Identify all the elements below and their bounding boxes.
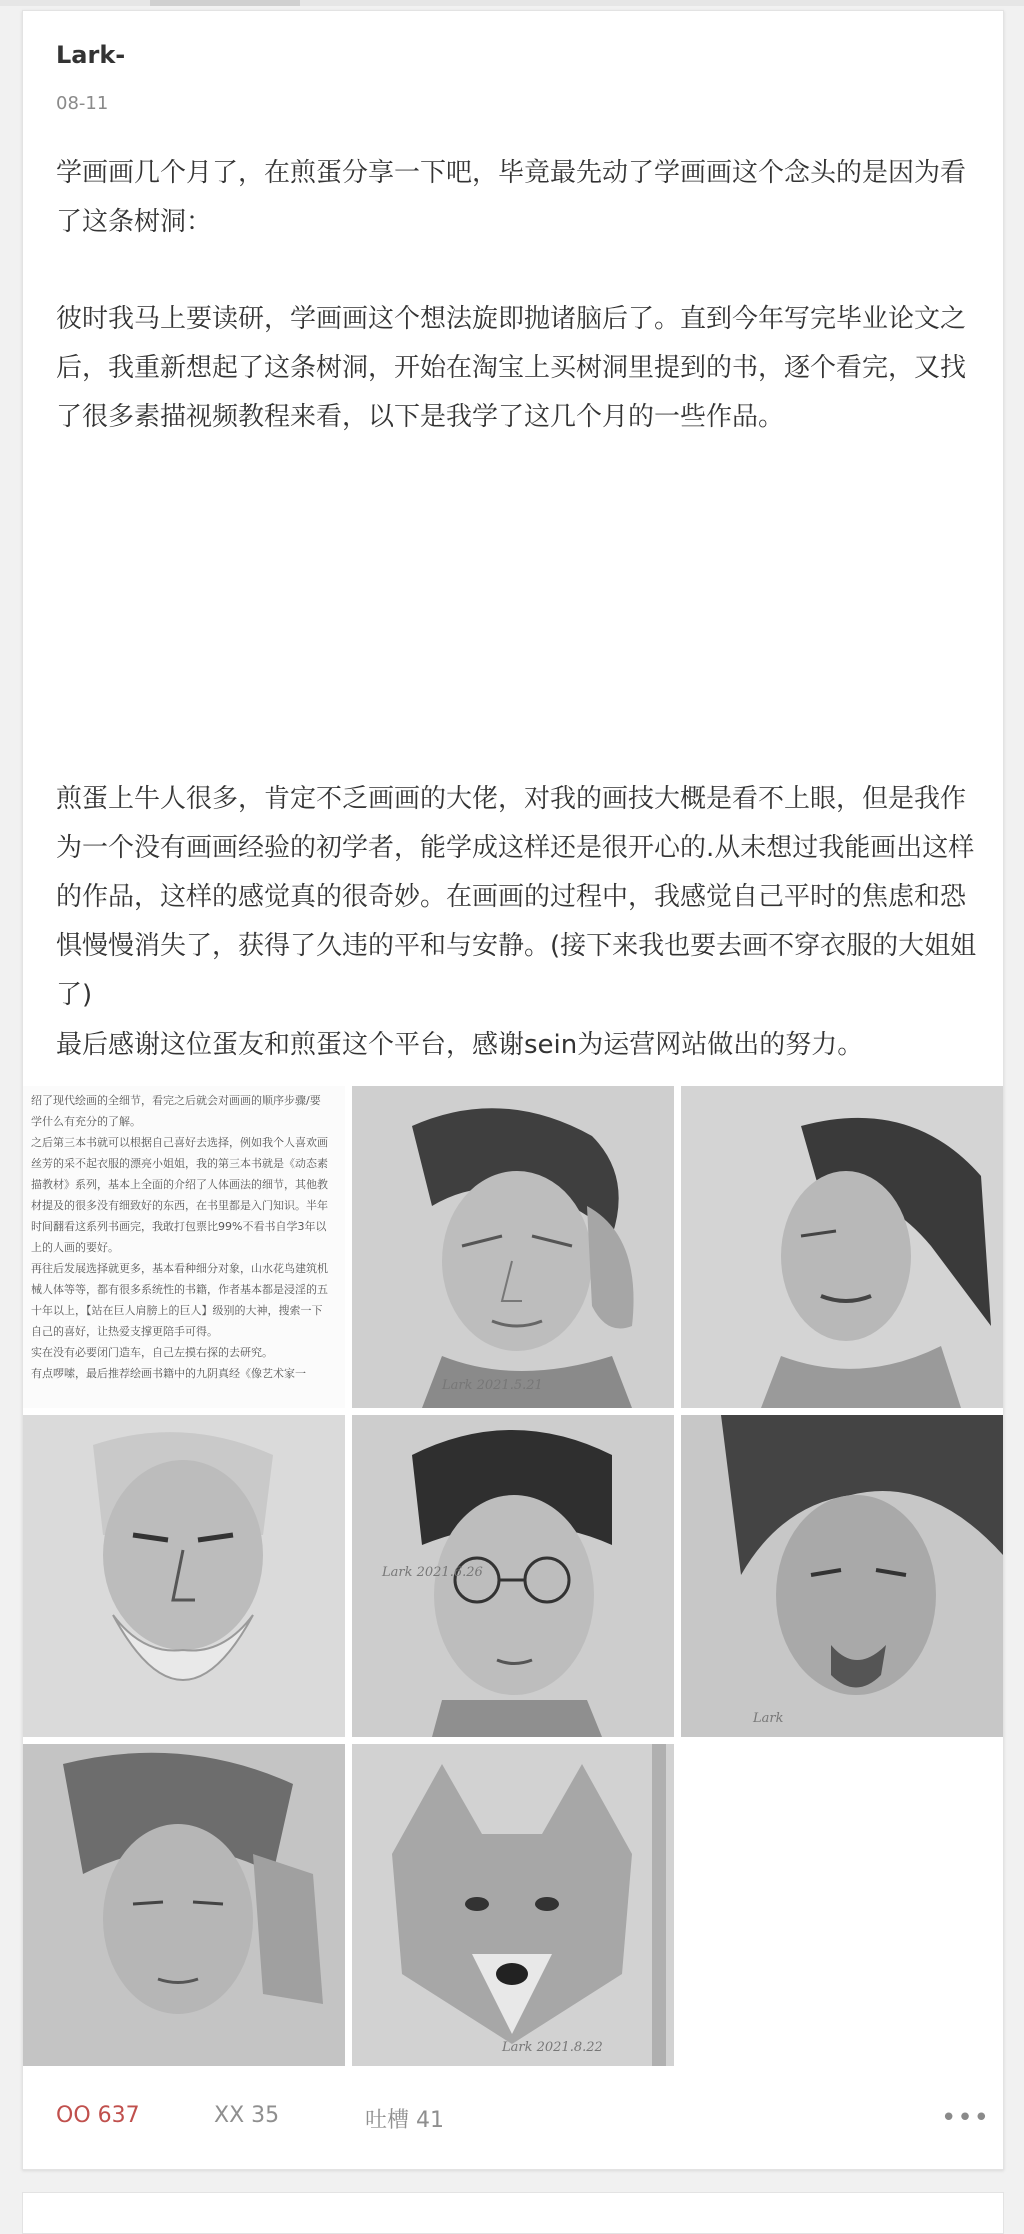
xx-downvote-button[interactable]: XX 35 — [214, 2103, 280, 2128]
signature: Lark — [753, 1711, 784, 1726]
post-paragraph-1: 学画画几个月了，在煎蛋分享一下吧，毕竟最先动了学画画这个念头的是因为看了这条树洞： — [56, 158, 967, 237]
top-edge — [0, 0, 1024, 6]
signature: Lark 2021.8.22 — [502, 2040, 603, 2055]
image-sketch-long-hair-man[interactable] — [681, 1086, 1003, 1408]
post-paragraph-4: 最后感谢这位蛋友和煎蛋这个平台，感谢sein为运营网站做出的努力。 — [56, 1030, 864, 1060]
more-options-icon[interactable]: ••• — [941, 2103, 991, 2133]
oo-upvote-button[interactable]: OO 637 — [56, 2103, 140, 2128]
image-sketch-man-glasses[interactable] — [352, 1415, 674, 1737]
signature: Lark 2021.6.26 — [382, 1565, 483, 1580]
image-sketch-bearded-old-man[interactable] — [23, 1415, 345, 1737]
image-sketch-wolf[interactable] — [352, 1744, 674, 2066]
author-name[interactable]: Lark- — [56, 41, 126, 69]
notes-text: 绍了现代绘画的全细节，看完之后就会对画画的顺序步骤/要学什么有充分的了解。 之后第三本书就可以根据自己喜好去选择，例如我个人喜欢画丝芳的采不起衣服的漂亮小姐姐，我的第三本书就是《动态素描教材》系列，基本上全面的介绍了人体画法的细节，其他教材提及的很多没有细致好的东西，在书里都是入门知识。半年时间翻看这系列书画完，我敢打包票比99%不看书自学3年以上的人画的要好。 再往后发展选择就更多，基本看种细分对象，山水花鸟建筑机械人体等等，都有很多系统性的书籍，作者基本都是浸淫的五十年以上，【站在巨人肩膀上的巨人】级别的大神，搜索一下自己的喜好，让热爱支撑更陪手可得。 实在没有必要闭门造车，自己左摸右探的去研究。 有点啰嗦，最后推荐绘画书籍中的九阴真经《像艺术家一 — [31, 1094, 328, 1380]
image-sketch-woman[interactable] — [23, 1744, 345, 2066]
comment-button[interactable]: 吐槽 41 — [365, 2108, 444, 2133]
post-paragraph-2: 彼时我马上要读研，学画画这个想法旋即抛诸脑后了。直到今年写完毕业论文之后，我重新想起了这条树洞，开始在淘宝上买树洞里提到的书，逐个看完，又找了很多素描视频教程来看，以下是我学了这几个月的一些作品。 — [56, 304, 967, 432]
image-sketch-ironman-actor[interactable] — [681, 1415, 1003, 1737]
tab-indicator — [150, 0, 300, 6]
post-date: 08-11 — [56, 93, 109, 114]
post-paragraph-3: 煎蛋上牛人很多，肯定不乏画画的大佬，对我的画技大概是看不上眼，但是我作为一个没有画画经验的初学者，能学成这样还是很开心的.从未想过我能画出这样的作品，这样的感觉真的很奇妙。在画画的过程中，我感觉自己平时的焦虑和恐惧慢慢消失了，获得了久违的平和与安静。(接下来我也要去画不穿衣服的大姐姐了) — [56, 784, 977, 1010]
next-post-card — [22, 2192, 1004, 2234]
action-bar — [23, 2103, 1003, 2143]
signature: Lark 2021.5.21 — [442, 1378, 543, 1393]
image-sketch-young-man[interactable] — [352, 1086, 674, 1408]
post-card — [22, 10, 1004, 2170]
image-book-notes[interactable] — [23, 1086, 345, 1408]
